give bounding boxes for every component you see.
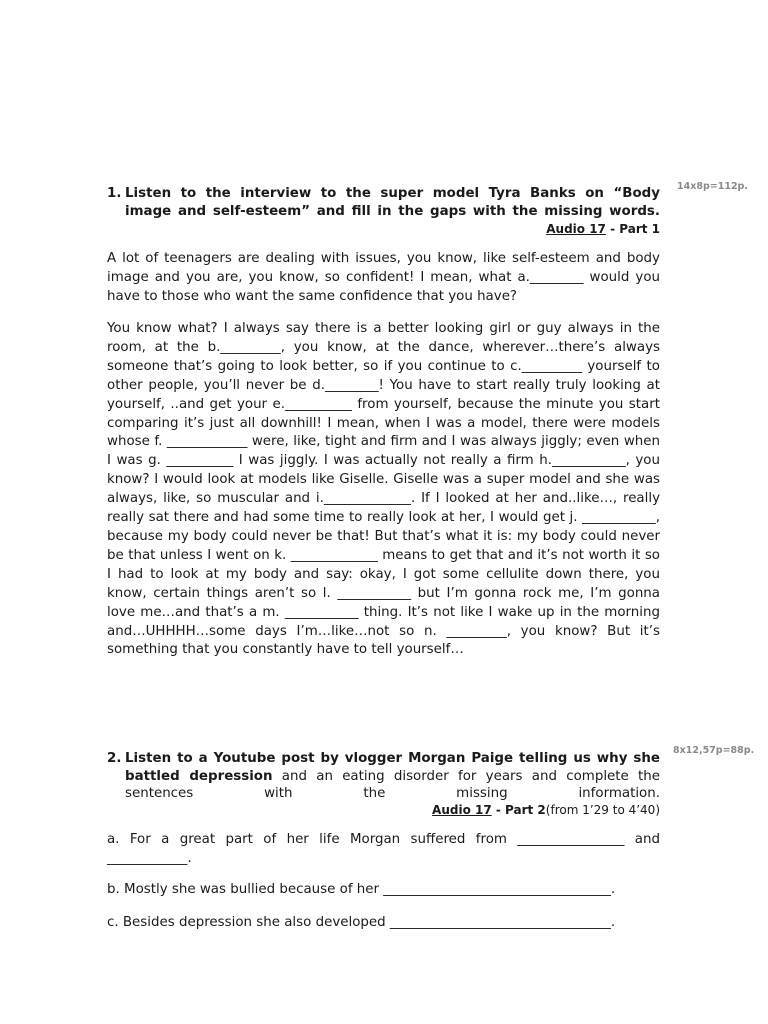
question-2-title-line2-rest: and an eating disorder for years and complete the: [272, 769, 660, 784]
score-note: 14x8p=112p.: [677, 181, 748, 192]
score-note: 8x12,57p=88p.: [673, 745, 755, 756]
audio-reference: [107, 802, 660, 818]
audio-reference: [107, 221, 660, 237]
question-number: 1.: [107, 186, 122, 201]
question-number: 2.: [107, 751, 122, 766]
audio-label: Audio 17: [546, 222, 606, 236]
audio-range: (from 1’29 to 4’40): [545, 803, 660, 817]
sentence-item-c: c. Besides depression she also developed _________________________________.: [107, 915, 616, 930]
question-2-title-line1: Listen to a Youtube post by vlogger Morgan Paige telling us why she: [125, 751, 660, 766]
question-1-title-line1: Listen to the interview to the super model Tyra Banks on “Body: [125, 186, 660, 201]
question-2: [107, 750, 660, 818]
audio-label: Audio 17: [432, 803, 492, 817]
question-1-title: [107, 185, 660, 203]
sentence-item-a: a. For a great part of her life Morgan suffered from ________________ and ____________.: [107, 832, 660, 866]
emphasis-text: battled depression: [125, 769, 273, 784]
interview-paragraph-1: A lot of teenagers are dealing with issues, you know, like self-esteem and body image and you are, you know, so confident! I mean, what a.________ would you have to those who want the same confidence that you have?: [107, 251, 660, 304]
question-1: [107, 185, 660, 237]
question-2-title-line3: sentences with the missing information.: [125, 786, 660, 801]
question-2-title: [107, 750, 660, 768]
audio-part: - Part 2: [491, 803, 546, 817]
audio-part: - Part 1: [605, 222, 660, 236]
question-2-title-line2: [107, 768, 660, 786]
interview-paragraph-2: You know what? I always say there is a better looking girl or guy always in the room, at the b._________, you know, at the dance, wherever…there’s always someone that’s going to look better, so if you continue to c._________ yourself to other people, you’ll never be d.________! You have to start really truly looking at yourself, ..and get your e.__________ from yourself, because the minute you start comparing it’s just all downhill! I mean, when I was a model, there were models whose f. ____________ were, like, tight and firm and I was always jiggly; even when I was g. __________ I was jiggly. I was actually not really a firm h.___________, you know? I would look at models like Giselle. Giselle was a super model and she was always, like, so muscular and i._____________. If I looked at her and..like…, really really sat there and had some time to really look at her, I would get j. ___________, because my body could never be that! But that’s what it is: my body could never be that unless I went on k. _____________ means to get that and it’s not worth it so I had to look at my body and say: okay, I got some cellulite down there, you know, certain things aren’t so l. ___________ but I’m gonna rock me, I’m gonna love me…and that’s a m. ___________ thing. It’s not like I wake up in the morning and…UHHHH…some days I’m…like…not so n. _________, you know? But it’s something that you constantly have to tell yourself…: [107, 321, 660, 658]
question-1-title-line2: image and self-esteem” and fill in the gaps with the missing words.: [125, 204, 660, 219]
sentence-item-b: b. Mostly she was bullied because of her __________________________________.: [107, 882, 616, 897]
